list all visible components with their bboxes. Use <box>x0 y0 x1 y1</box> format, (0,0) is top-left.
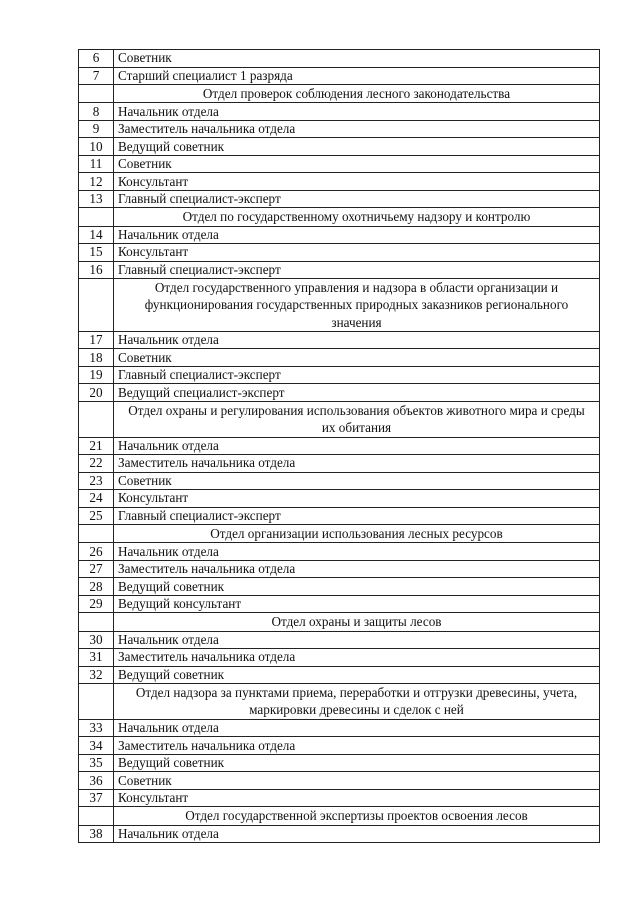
position-row <box>79 331 600 349</box>
department-name: Отдел организации использования лесных ресурсов <box>114 525 600 543</box>
row-number: 33 <box>79 719 114 737</box>
position-title: Ведущий советник <box>114 138 600 156</box>
position-row <box>79 666 600 684</box>
department-name: Отдел охраны и регулирования использования объектов животного мира и среды их обитания <box>114 401 600 437</box>
row-number: 9 <box>79 120 114 138</box>
row-number: 35 <box>79 754 114 772</box>
position-title: Заместитель начальника отдела <box>114 737 600 755</box>
position-title: Заместитель начальника отдела <box>114 649 600 667</box>
position-title: Начальник отдела <box>114 437 600 455</box>
position-row <box>79 789 600 807</box>
position-row <box>79 649 600 667</box>
position-title: Ведущий специалист-эксперт <box>114 384 600 402</box>
row-number: 18 <box>79 349 114 367</box>
position-title: Заместитель начальника отдела <box>114 455 600 473</box>
position-row <box>79 578 600 596</box>
position-row <box>79 825 600 843</box>
department-header-row <box>79 525 600 543</box>
position-row <box>79 173 600 191</box>
table-body <box>79 50 600 843</box>
position-row <box>79 244 600 262</box>
row-number: 21 <box>79 437 114 455</box>
empty-number-cell <box>79 401 114 437</box>
row-number: 7 <box>79 67 114 85</box>
position-row <box>79 226 600 244</box>
row-number: 23 <box>79 472 114 490</box>
position-title: Начальник отдела <box>114 719 600 737</box>
position-title: Заместитель начальника отдела <box>114 120 600 138</box>
position-title: Начальник отдела <box>114 631 600 649</box>
position-row <box>79 67 600 85</box>
department-header-row <box>79 279 600 332</box>
row-number: 26 <box>79 543 114 561</box>
department-header-row <box>79 401 600 437</box>
position-row <box>79 120 600 138</box>
position-row <box>79 472 600 490</box>
row-number: 19 <box>79 366 114 384</box>
position-title: Консультант <box>114 173 600 191</box>
position-row <box>79 719 600 737</box>
position-title: Ведущий консультант <box>114 595 600 613</box>
row-number: 36 <box>79 772 114 790</box>
position-row <box>79 631 600 649</box>
staff-positions-table <box>78 49 600 843</box>
row-number: 34 <box>79 737 114 755</box>
row-number: 12 <box>79 173 114 191</box>
position-title: Начальник отдела <box>114 331 600 349</box>
position-title: Начальник отдела <box>114 825 600 843</box>
department-name: Отдел государственного управления и надзора в области организации и функционирования государственных природных заказников регионального значения <box>114 279 600 332</box>
row-number: 8 <box>79 103 114 121</box>
position-title: Консультант <box>114 490 600 508</box>
position-title: Старший специалист 1 разряда <box>114 67 600 85</box>
position-title: Ведущий советник <box>114 578 600 596</box>
position-row <box>79 437 600 455</box>
position-title: Советник <box>114 50 600 68</box>
empty-number-cell <box>79 85 114 103</box>
position-title: Заместитель начальника отдела <box>114 560 600 578</box>
position-title: Ведущий советник <box>114 754 600 772</box>
row-number: 17 <box>79 331 114 349</box>
position-title: Главный специалист-эксперт <box>114 507 600 525</box>
position-title: Консультант <box>114 789 600 807</box>
position-title: Советник <box>114 772 600 790</box>
empty-number-cell <box>79 525 114 543</box>
row-number: 32 <box>79 666 114 684</box>
empty-number-cell <box>79 684 114 720</box>
empty-number-cell <box>79 208 114 226</box>
position-row <box>79 543 600 561</box>
department-header-row <box>79 85 600 103</box>
row-number: 20 <box>79 384 114 402</box>
row-number: 29 <box>79 595 114 613</box>
row-number: 6 <box>79 50 114 68</box>
row-number: 37 <box>79 789 114 807</box>
row-number: 10 <box>79 138 114 156</box>
position-row <box>79 737 600 755</box>
position-row <box>79 560 600 578</box>
row-number: 22 <box>79 455 114 473</box>
row-number: 11 <box>79 155 114 173</box>
position-row <box>79 455 600 473</box>
position-title: Советник <box>114 349 600 367</box>
position-row <box>79 50 600 68</box>
document-page <box>78 49 600 843</box>
position-row <box>79 772 600 790</box>
position-row <box>79 103 600 121</box>
position-row <box>79 595 600 613</box>
position-row <box>79 155 600 173</box>
position-title: Консультант <box>114 244 600 262</box>
row-number: 31 <box>79 649 114 667</box>
department-header-row <box>79 613 600 631</box>
position-row <box>79 190 600 208</box>
department-header-row <box>79 684 600 720</box>
department-header-row <box>79 807 600 825</box>
position-title: Начальник отдела <box>114 103 600 121</box>
position-title: Советник <box>114 155 600 173</box>
department-name: Отдел надзора за пунктами приема, переработки и отгрузки древесины, учета, маркировки древесины и сделок с ней <box>114 684 600 720</box>
row-number: 27 <box>79 560 114 578</box>
position-row <box>79 261 600 279</box>
position-title: Главный специалист-эксперт <box>114 366 600 384</box>
department-name: Отдел по государственному охотничьему надзору и контролю <box>114 208 600 226</box>
position-row <box>79 384 600 402</box>
department-name: Отдел охраны и защиты лесов <box>114 613 600 631</box>
row-number: 15 <box>79 244 114 262</box>
row-number: 16 <box>79 261 114 279</box>
empty-number-cell <box>79 613 114 631</box>
position-title: Главный специалист-эксперт <box>114 261 600 279</box>
row-number: 14 <box>79 226 114 244</box>
position-row <box>79 490 600 508</box>
position-title: Советник <box>114 472 600 490</box>
position-row <box>79 349 600 367</box>
position-row <box>79 507 600 525</box>
position-row <box>79 366 600 384</box>
row-number: 25 <box>79 507 114 525</box>
empty-number-cell <box>79 807 114 825</box>
position-title: Главный специалист-эксперт <box>114 190 600 208</box>
row-number: 30 <box>79 631 114 649</box>
row-number: 13 <box>79 190 114 208</box>
row-number: 24 <box>79 490 114 508</box>
position-title: Начальник отдела <box>114 543 600 561</box>
row-number: 28 <box>79 578 114 596</box>
row-number: 38 <box>79 825 114 843</box>
position-title: Начальник отдела <box>114 226 600 244</box>
position-row <box>79 138 600 156</box>
empty-number-cell <box>79 279 114 332</box>
position-row <box>79 754 600 772</box>
department-name: Отдел государственной экспертизы проектов освоения лесов <box>114 807 600 825</box>
department-name: Отдел проверок соблюдения лесного законодательства <box>114 85 600 103</box>
position-title: Ведущий советник <box>114 666 600 684</box>
department-header-row <box>79 208 600 226</box>
